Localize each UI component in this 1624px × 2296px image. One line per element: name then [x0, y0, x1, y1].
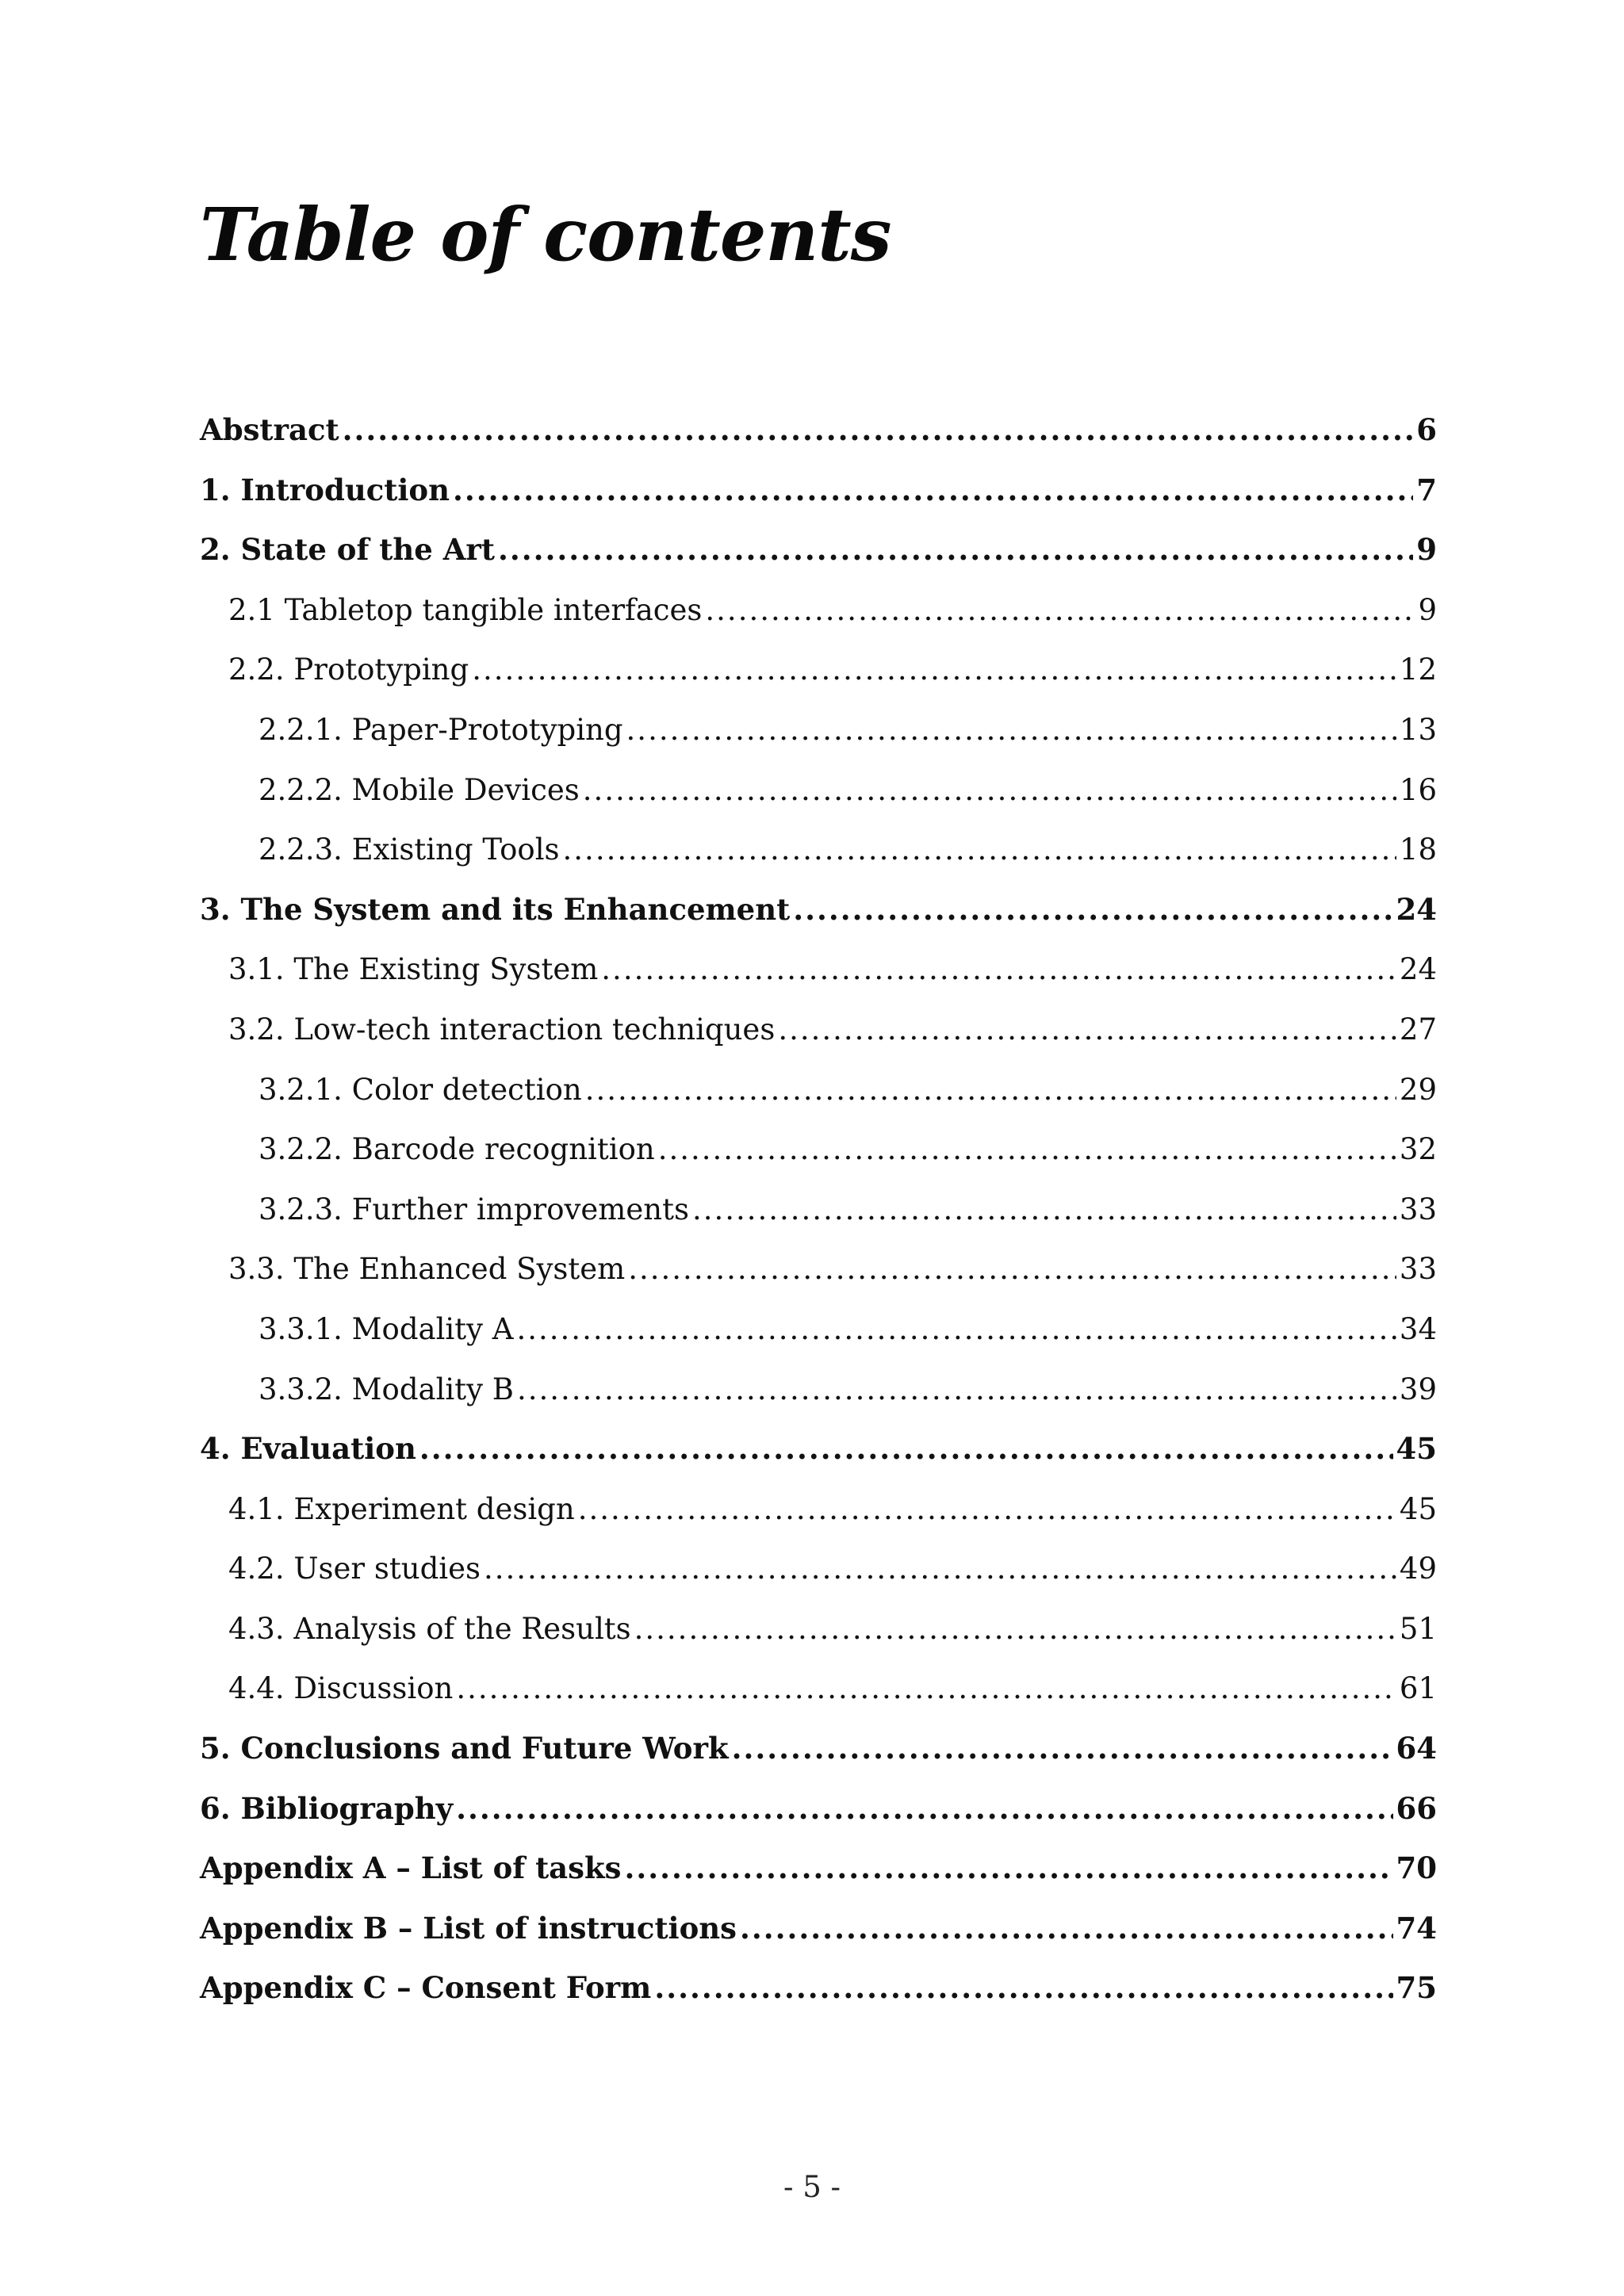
- toc-entry-label: 3.1. The Existing System: [228, 952, 599, 987]
- toc-dot-leader: [484, 1539, 1396, 1599]
- toc-entry-label: 2. State of the Art: [200, 532, 495, 568]
- toc-dot-leader: [343, 400, 1414, 461]
- toc-entry-page-number: 45: [1396, 1431, 1437, 1467]
- toc-entry-label: 4.1. Experiment design: [228, 1491, 575, 1526]
- toc-entry-label: Appendix A – List of tasks: [200, 1850, 622, 1886]
- toc-entry-page-number: 7: [1416, 472, 1437, 507]
- page-number: - 5 -: [783, 2170, 841, 2204]
- toc-dot-leader: [456, 1779, 1392, 1839]
- toc-entry-page-number: 49: [1399, 1552, 1437, 1586]
- toc-entry-label: 4. Evaluation: [200, 1431, 416, 1467]
- toc-dot-leader: [628, 1239, 1396, 1299]
- toc-entry-label: 3.2. Low-tech interaction techniques: [228, 1012, 776, 1047]
- toc-entry-page-number: 29: [1399, 1072, 1437, 1107]
- toc-dot-leader: [601, 939, 1396, 1000]
- toc-entry-page-number: 16: [1399, 772, 1437, 807]
- toc-entry[interactable]: [200, 1419, 1437, 1479]
- toc-dot-leader: [583, 760, 1396, 821]
- toc-entry-label: Appendix B – List of instructions: [200, 1910, 737, 1946]
- toc-entry[interactable]: [200, 1299, 1437, 1360]
- toc-entry-label: 6. Bibliography: [200, 1790, 454, 1826]
- toc-entry-page-number: 39: [1399, 1372, 1437, 1406]
- toc-entry[interactable]: [200, 1839, 1437, 1899]
- toc-dot-leader: [472, 640, 1396, 700]
- toc-entry[interactable]: [200, 1719, 1437, 1779]
- toc-entry-page-number: 24: [1399, 952, 1437, 987]
- toc-entry-label: 2.2. Prototyping: [228, 652, 469, 687]
- toc-entry-page-number: 9: [1418, 592, 1437, 627]
- toc-entry-label: 2.2.2. Mobile Devices: [259, 772, 580, 807]
- page-title: Table of contents: [200, 192, 891, 277]
- toc-dot-leader: [453, 461, 1413, 521]
- toc-dot-leader: [585, 1060, 1396, 1120]
- toc-entry[interactable]: [200, 461, 1437, 521]
- table-of-contents: [200, 400, 1437, 2019]
- toc-dot-leader: [732, 1719, 1393, 1779]
- toc-dot-leader: [624, 1839, 1392, 1899]
- toc-entry-label: Appendix C – Consent Form: [200, 1970, 652, 2006]
- toc-entry-label: 2.2.1. Paper-Prototyping: [259, 712, 623, 747]
- toc-dot-leader: [654, 1958, 1392, 2019]
- toc-entry[interactable]: [200, 520, 1437, 580]
- toc-entry-label: 2.1 Tabletop tangible interfaces: [228, 592, 703, 627]
- toc-entry[interactable]: [200, 760, 1437, 821]
- toc-entry[interactable]: [200, 400, 1437, 461]
- toc-entry-page-number: 32: [1399, 1132, 1437, 1167]
- toc-entry[interactable]: [200, 1479, 1437, 1540]
- toc-entry[interactable]: [200, 1899, 1437, 1959]
- toc-dot-leader: [578, 1479, 1396, 1540]
- toc-entry[interactable]: [200, 700, 1437, 760]
- toc-entry-page-number: 9: [1416, 532, 1437, 568]
- toc-entry-label: 3.3.2. Modality B: [259, 1372, 514, 1406]
- toc-dot-leader: [692, 1180, 1396, 1240]
- toc-entry-page-number: 27: [1399, 1012, 1437, 1047]
- toc-entry-label: Abstract: [200, 412, 339, 447]
- toc-dot-leader: [658, 1119, 1396, 1180]
- toc-entry[interactable]: [200, 880, 1437, 940]
- toc-dot-leader: [793, 880, 1392, 940]
- toc-entry-label: 3.2.3. Further improvements: [259, 1192, 689, 1226]
- toc-entry-label: 4.2. User studies: [228, 1552, 481, 1586]
- toc-dot-leader: [778, 1000, 1396, 1060]
- toc-entry-label: 3. The System and its Enhancement: [200, 891, 791, 927]
- toc-entry-page-number: 51: [1399, 1611, 1437, 1646]
- toc-entry-page-number: 33: [1399, 1252, 1437, 1287]
- toc-dot-leader: [626, 700, 1396, 760]
- toc-dot-leader: [498, 520, 1413, 580]
- toc-dot-leader: [517, 1360, 1396, 1420]
- toc-entry-page-number: 6: [1416, 412, 1437, 447]
- toc-entry[interactable]: [200, 1659, 1437, 1719]
- toc-entry-label: 3.3.1. Modality A: [259, 1311, 514, 1346]
- toc-entry[interactable]: [200, 1239, 1437, 1299]
- toc-entry-page-number: 34: [1399, 1311, 1437, 1346]
- toc-entry-label: 4.3. Analysis of the Results: [228, 1611, 631, 1646]
- toc-entry-label: 3.3. The Enhanced System: [228, 1252, 626, 1287]
- toc-entry[interactable]: [200, 640, 1437, 700]
- toc-entry-label: 2.2.3. Existing Tools: [259, 832, 560, 867]
- toc-entry-label: 5. Conclusions and Future Work: [200, 1731, 729, 1766]
- toc-entry[interactable]: [200, 1958, 1437, 2019]
- toc-entry-page-number: 64: [1396, 1731, 1437, 1766]
- toc-entry-page-number: 24: [1396, 891, 1437, 927]
- toc-dot-leader: [634, 1599, 1396, 1659]
- toc-entry-label: 3.2.1. Color detection: [259, 1072, 582, 1107]
- toc-dot-leader: [517, 1299, 1396, 1360]
- toc-entry[interactable]: [200, 820, 1437, 880]
- toc-entry[interactable]: [200, 1779, 1437, 1839]
- toc-dot-leader: [419, 1419, 1393, 1479]
- toc-dot-leader: [563, 820, 1396, 880]
- toc-dot-leader: [705, 580, 1415, 641]
- toc-entry-label: 4.4. Discussion: [228, 1671, 454, 1706]
- toc-entry-label: 3.2.2. Barcode recognition: [259, 1132, 655, 1167]
- toc-entry-page-number: 66: [1396, 1790, 1437, 1826]
- toc-entry[interactable]: [200, 1360, 1437, 1420]
- toc-entry-page-number: 13: [1399, 712, 1437, 747]
- toc-entry[interactable]: [200, 939, 1437, 1000]
- toc-entry[interactable]: [200, 1539, 1437, 1599]
- toc-entry[interactable]: [200, 1060, 1437, 1120]
- toc-entry[interactable]: [200, 1000, 1437, 1060]
- toc-entry[interactable]: [200, 1119, 1437, 1180]
- toc-entry-page-number: 18: [1399, 832, 1437, 867]
- toc-entry-page-number: 75: [1396, 1970, 1437, 2006]
- toc-dot-leader: [456, 1659, 1396, 1719]
- toc-entry[interactable]: [200, 1180, 1437, 1240]
- toc-entry[interactable]: [200, 580, 1437, 641]
- toc-entry-label: 1. Introduction: [200, 472, 450, 507]
- toc-entry-page-number: 12: [1399, 652, 1437, 687]
- toc-entry-page-number: 74: [1396, 1910, 1437, 1946]
- toc-entry-page-number: 33: [1399, 1192, 1437, 1226]
- toc-entry-page-number: 70: [1396, 1850, 1437, 1886]
- toc-entry[interactable]: [200, 1599, 1437, 1659]
- toc-entry-page-number: 61: [1399, 1671, 1437, 1706]
- toc-dot-leader: [740, 1899, 1392, 1959]
- toc-entry-page-number: 45: [1399, 1491, 1437, 1526]
